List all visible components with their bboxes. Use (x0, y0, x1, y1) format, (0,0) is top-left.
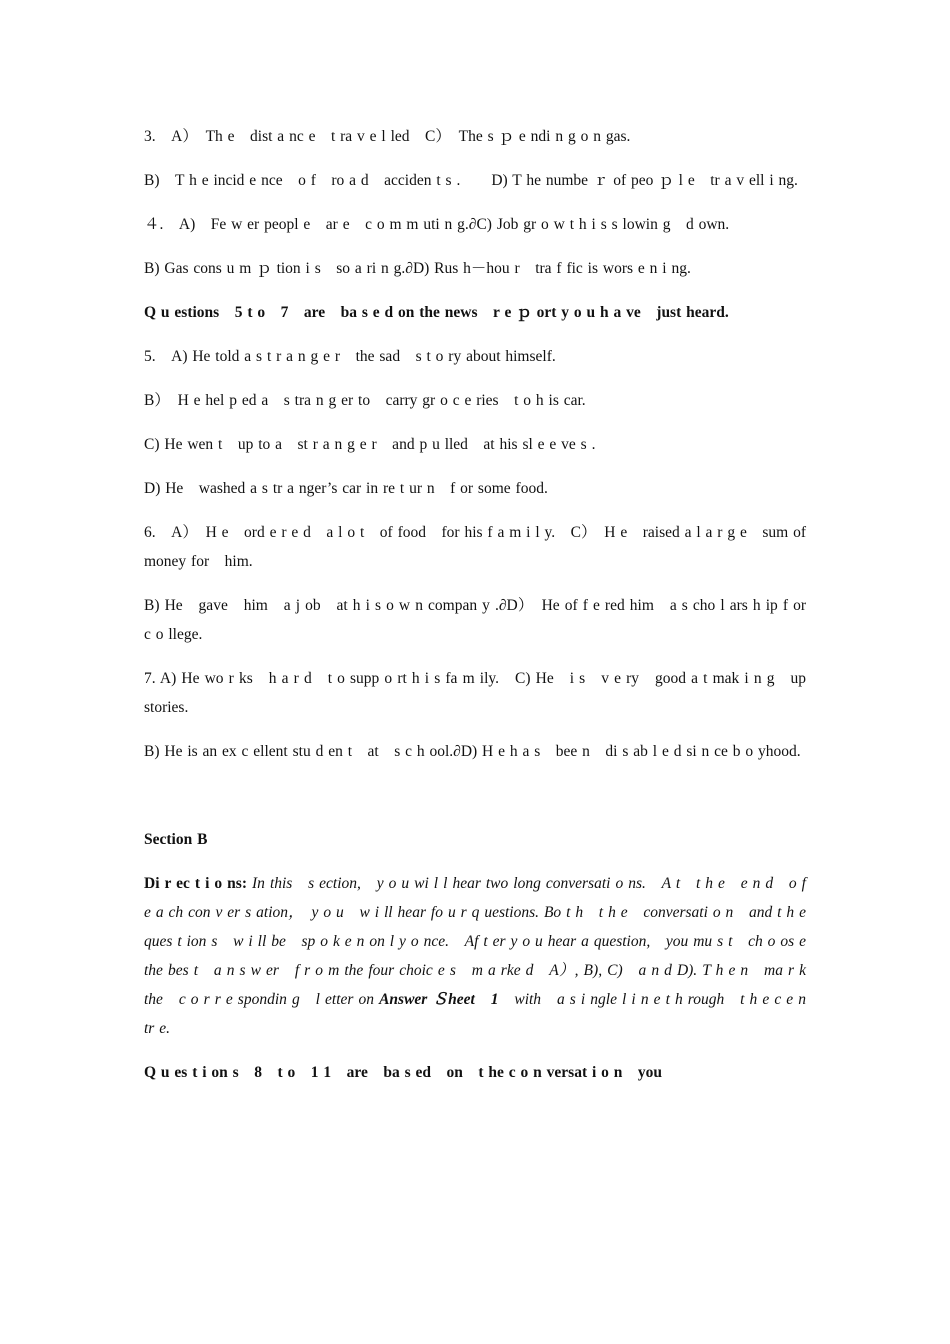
section-spacer (144, 781, 806, 825)
question-6-options-a-c: 6. A） H e ord e r e d a l o t of food for his f a m i l y. C） H e raised a l a r g e sum of money for him. (144, 524, 806, 570)
question-6-options-b-d: B) He gave him a j ob at h i s o w n compan y .∂D） He of f e red him a s cho l ars h ip f or c o llege. (144, 597, 806, 643)
question-4-options-a-c: ４. A) Fe w er peopl e ar e c o m m uti n g.∂C) Job gr o w t h i s s lowin g d own. (144, 216, 730, 233)
question-3-options-a-c: 3. A） Th e dist a nc e t ra v e l led C） The s ｐ e ndi n g o n gas. (144, 128, 631, 145)
question-7-options-a-c: 7. A) He wo r ks h a r d t o supp o rt h i s fa m ily. C) He i s v e ry good a t mak i n g up stories. (144, 670, 806, 716)
section-b-directions (144, 869, 822, 1043)
directions-text-part1: In this s ection, y o u wi l l hear two long conversati o ns. A t t h e e n d o f e a ch con v er s ation， y o u w i ll hear fo u r q uestions. Bo t h t h e conversati o n and t h e ques t ion s w i ll be sp o k e n on l y o nce. Af t er y o u hear a question, you mu s t ch o os e the bes t a n s w er f r o m the four choic e s m a rke d A）, B), C) a n d D). T h e n ma r k the c o r r e spondin g l etter on (144, 875, 822, 1008)
document-page (144, 122, 822, 1102)
directions-text-part2: with a s i ngle l i n e t h rough t h e c e n tr e. (144, 991, 807, 1037)
questions-5-7-header: Q u estions 5 t o 7 are ba s e d on the news r e ｐ ort y o u h a ve just heard. (144, 304, 729, 321)
questions-8-11-header: Q u es t i on s 8 t o 1 1 are ba s ed on t he c o n versat i o n you (144, 1064, 663, 1081)
question-4-options-b-d: B) Gas cons u m ｐ tion i s so a ri n g.∂D) Rus h－hou r tra f fic is wors e n i ng. (144, 260, 691, 277)
question-5-option-a: 5. A) He told a s t r a n g e r the sad s t o ry about himself. (144, 348, 556, 365)
question-3-options-b-d: B) T h e incid e nce o f ro a d acciden t s . D) T he numbe ｒ of peo ｐ l e tr a v ell i ng. (144, 172, 798, 189)
question-7-options-b-d: B) He is an ex c ellent stu d en t at s c h ool.∂D) H e h a s bee n di s ab l e d si n ce b o yhood. (144, 743, 801, 760)
directions-label: Di r ec t i o ns: (144, 875, 247, 892)
question-5-option-c: C) He wen t up to a st r a n g e r and p u lled at his sl e e ve s . (144, 436, 596, 453)
section-b-heading: Section B (144, 831, 208, 848)
question-5-option-d: D) He washed a s tr a nger’s car in re t ur n f or some food. (144, 480, 548, 497)
question-5-option-b: B） H e hel p ed a s tra n g er to carry gr o c e ries t o h is car. (144, 392, 586, 409)
answer-sheet-label: Answer Ｓheet 1 (379, 991, 499, 1008)
